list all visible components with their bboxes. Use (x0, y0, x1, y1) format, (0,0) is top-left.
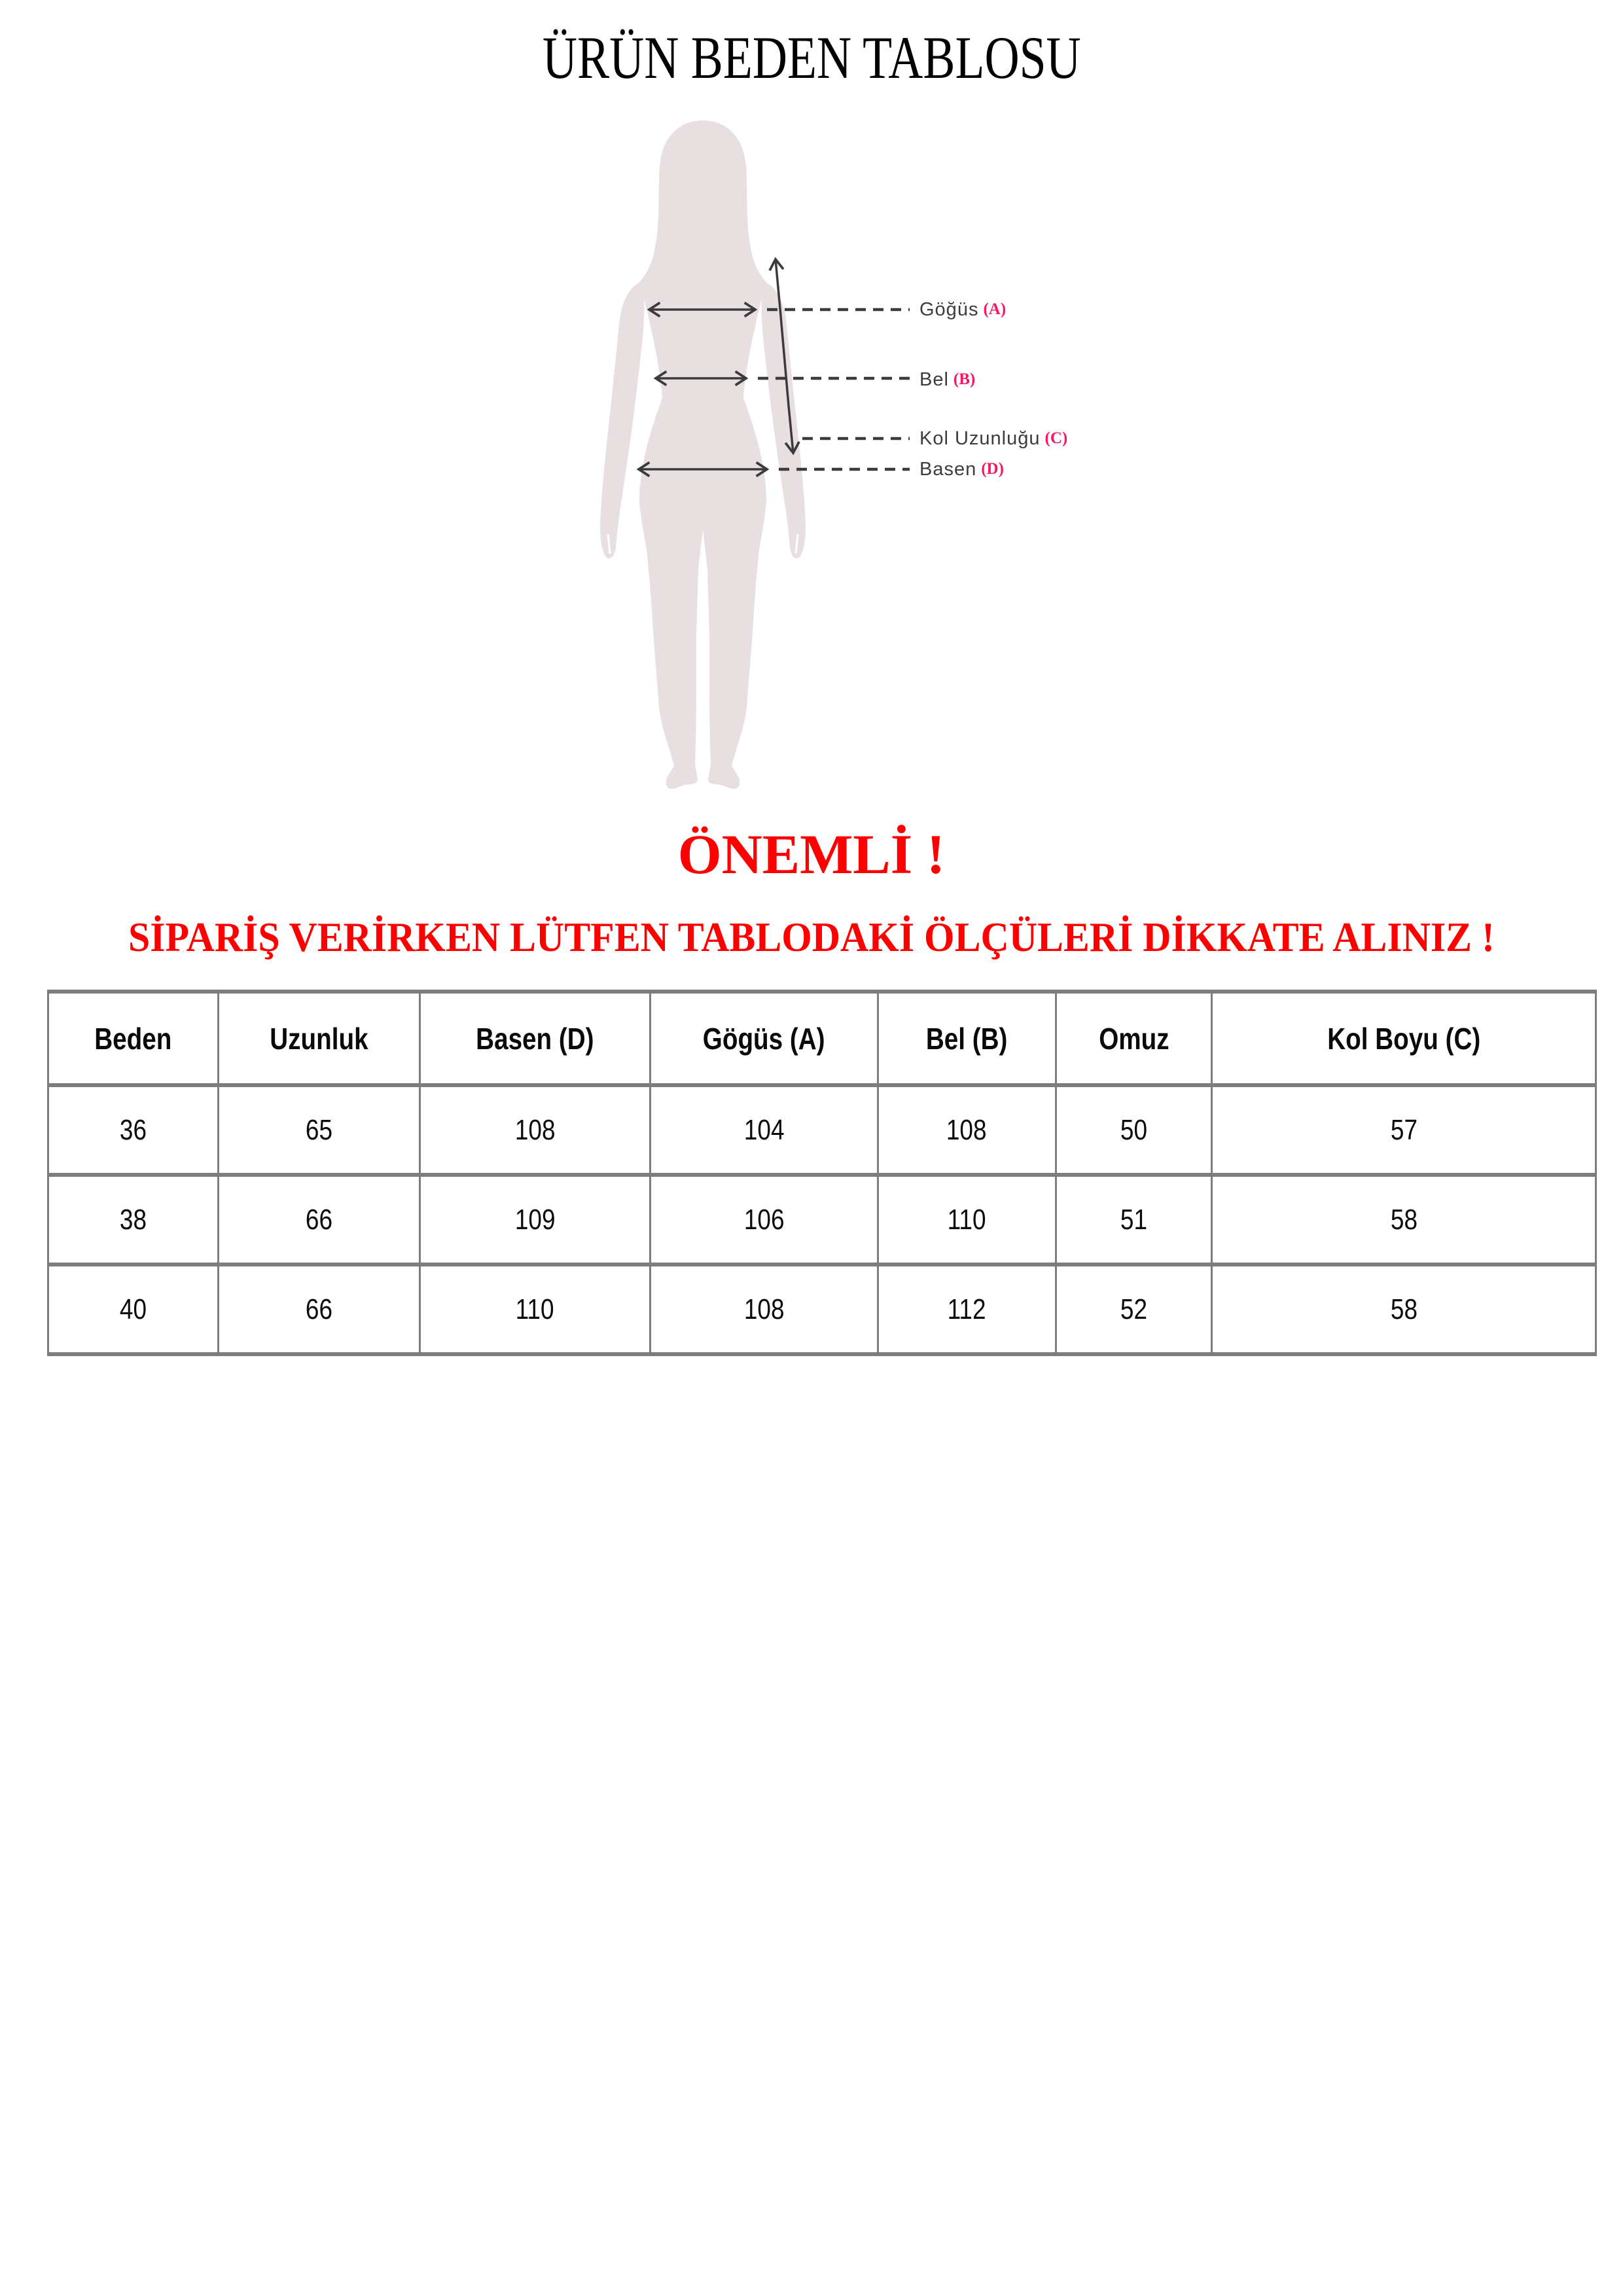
column-header-basen-text: Basen (D) (476, 1021, 594, 1056)
table-cell (878, 1175, 1056, 1265)
table-cell (219, 1085, 419, 1175)
warning-message-text: SİPARİŞ VERİRKEN LÜTFEN TABLODAKİ ÖLÇÜLERİ DİKKATE ALINIZ ! (128, 914, 1495, 960)
table-cell (419, 1265, 650, 1354)
table-cell (219, 1175, 419, 1265)
table-cell (650, 1175, 878, 1265)
column-header-bel-text: Bel (B) (925, 1021, 1008, 1056)
cell-value: 40 (120, 1293, 147, 1325)
table-cell (48, 1085, 219, 1175)
measurement-code-a: (A) (983, 300, 1007, 318)
cell-value: 58 (1390, 1293, 1418, 1325)
cell-value: 104 (743, 1113, 785, 1146)
cell-value: 110 (947, 1203, 986, 1236)
cell-value: 108 (514, 1113, 556, 1146)
column-header-beden-text: Beden (94, 1021, 172, 1056)
table-cell (1056, 1265, 1212, 1354)
body-measurement-diagram (598, 118, 1096, 798)
table-cell (1212, 1265, 1596, 1354)
silhouette-right-arm (762, 283, 806, 558)
table-cell (650, 1265, 878, 1354)
measurement-label-arm-length (919, 427, 1067, 452)
column-header-omuz (1056, 992, 1212, 1085)
cell-value: 110 (515, 1293, 554, 1325)
size-row-40 (48, 1265, 1596, 1354)
column-header-gogus (650, 992, 878, 1085)
cell-value: 52 (1120, 1293, 1148, 1325)
table-cell (878, 1265, 1056, 1354)
cell-value: 66 (305, 1203, 332, 1236)
measurement-label-hip (919, 457, 1004, 482)
measurement-label-waist (919, 368, 975, 393)
column-header-gogus-text: Gögüs (A) (702, 1021, 825, 1056)
measurement-label-waist-text: Bel (919, 369, 949, 390)
cell-value: 57 (1390, 1113, 1418, 1146)
table-cell (878, 1085, 1056, 1175)
cell-value: 109 (514, 1203, 556, 1236)
table-cell (48, 1265, 219, 1354)
cell-value: 106 (743, 1203, 785, 1236)
cell-value: 58 (1390, 1203, 1418, 1236)
silhouette-body (639, 277, 766, 789)
silhouette-hair (633, 120, 772, 293)
measurement-code-b: (B) (953, 370, 976, 388)
table-cell (419, 1175, 650, 1265)
column-header-beden (48, 992, 219, 1085)
page-title-text: ÜRÜN BEDEN TABLOSU (542, 24, 1081, 91)
cell-value: 112 (947, 1293, 986, 1325)
warning-message (0, 915, 1623, 960)
cell-value: 38 (120, 1203, 147, 1236)
cell-value: 108 (743, 1293, 785, 1325)
measurement-code-c: (C) (1044, 429, 1068, 447)
column-header-kol-boyu (1212, 992, 1596, 1085)
cell-value: 66 (305, 1293, 332, 1325)
size-row-38 (48, 1175, 1596, 1265)
measurement-label-arm-length-text: Kol Uzunluğu (919, 428, 1041, 449)
measurement-label-hip-text: Basen (919, 459, 977, 480)
cell-value: 51 (1120, 1203, 1148, 1236)
table-cell (650, 1085, 878, 1175)
size-table (47, 990, 1597, 1356)
measurement-label-chest (919, 298, 1006, 323)
table-cell (1056, 1175, 1212, 1265)
column-header-uzunluk-text: Uzunluk (270, 1021, 368, 1056)
page-title (0, 24, 1623, 91)
table-cell (1056, 1085, 1212, 1175)
measurement-label-chest-text: Göğüs (919, 299, 979, 320)
column-header-bel (878, 992, 1056, 1085)
cell-value: 108 (946, 1113, 987, 1146)
measurement-code-d: (D) (981, 460, 1004, 478)
size-table-header-row (48, 992, 1596, 1085)
table-cell (419, 1085, 650, 1175)
warning-heading: ÖNEMLİ ! (677, 823, 946, 886)
column-header-basen (419, 992, 650, 1085)
column-header-uzunluk (219, 992, 419, 1085)
silhouette-left-arm (600, 283, 644, 558)
size-row-36 (48, 1085, 1596, 1175)
cell-value: 65 (305, 1113, 332, 1146)
table-cell (1212, 1085, 1596, 1175)
table-cell (48, 1175, 219, 1265)
column-header-omuz-text: Omuz (1098, 1021, 1169, 1056)
table-cell (219, 1265, 419, 1354)
cell-value: 50 (1120, 1113, 1148, 1146)
table-cell (1212, 1175, 1596, 1265)
cell-value: 36 (120, 1113, 147, 1146)
column-header-kol-boyu-text: Kol Boyu (C) (1327, 1021, 1481, 1056)
